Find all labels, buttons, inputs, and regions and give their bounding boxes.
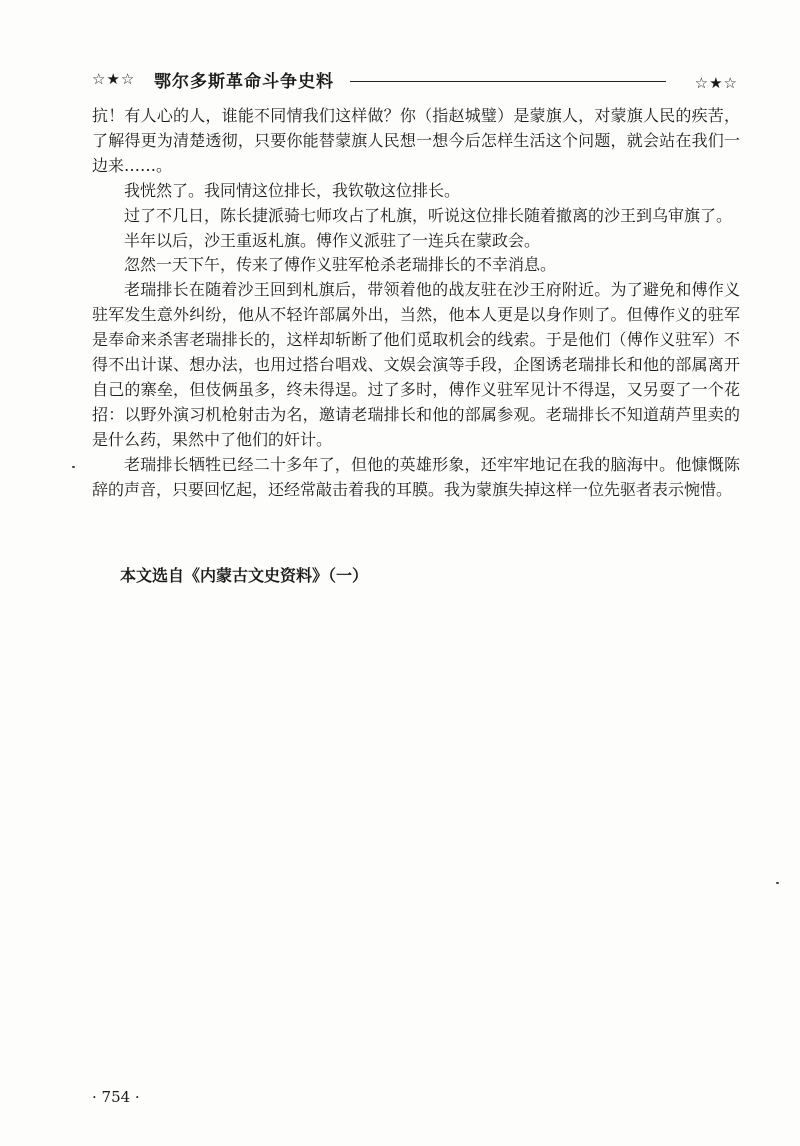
paragraph: 老瑞排长牺牲已经二十多年了，但他的英雄形象，还牢牢地记在我的脑海中。他慷慨陈辞的声音，只要回忆起，还经常敲击着我的耳膜。我为蒙旗失掉这样一位先驱者表示惋惜。	[92, 454, 740, 499]
header-rule	[350, 81, 666, 82]
paragraph: 老瑞排长在随着沙王回到札旗后，带领着他的战友驻在沙王府附近。为了避免和傅作义驻军发生意外纠纷，他从不轻许部属外出，当然，他本人更是以身作则了。但傅作义的驻军是奉命来杀害老瑞排长的，这样却斩断了他们觅取机会的线索。于是他们（傅作义驻军）不得不出计谋、想办法，也用过搭台唱戏、文娱会演等手段，企图诱老瑞排长和他的部属离开自己的寨垒，但伎俩虽多，终未得逞。过了多时，傅作义驻军见计不得逞，又另耍了一个花招：以野外演习机枪射击为名，邀请老瑞排长和他的部属参观。老瑞排长不知道葫芦里卖的是什么药，果然中了他们的奸计。	[92, 280, 740, 449]
paragraph: 我恍然了。我同情这位排长，我钦敬这位排长。	[124, 180, 461, 200]
running-header	[92, 66, 738, 96]
header-title: 鄂尔多斯革命斗争史料	[154, 72, 334, 92]
paragraph: 忽然一天下午，传来了傅作义驻军枪杀老瑞排长的不幸消息。	[124, 255, 557, 275]
header-stars-left: ☆★☆	[92, 70, 136, 88]
paragraph: 抗！有人心的人，谁能不同情我们这样做？你（指赵城璧）是蒙旗人，对蒙旗人民的疾苦，了解得更为清楚透彻，只要你能替蒙旗人民想一想今后怎样生活这个问题，就会站在我们一边来……。	[92, 106, 740, 175]
scan-speck	[776, 882, 779, 884]
body-text	[92, 104, 740, 503]
header-stars-right: ☆★☆	[694, 74, 738, 92]
page-number: · 754 ·	[92, 1088, 140, 1106]
paragraph: 半年以后，沙王重返札旗。傅作义派驻了一连兵在蒙政会。	[124, 230, 541, 250]
scan-speck	[72, 466, 75, 468]
paragraph: 过了不几日，陈长捷派骑七师攻占了札旗，听说这位排长随着撤离的沙王到乌审旗了。	[124, 205, 733, 225]
source-note: 本文选自《内蒙古文史资料》（一）	[120, 566, 369, 585]
